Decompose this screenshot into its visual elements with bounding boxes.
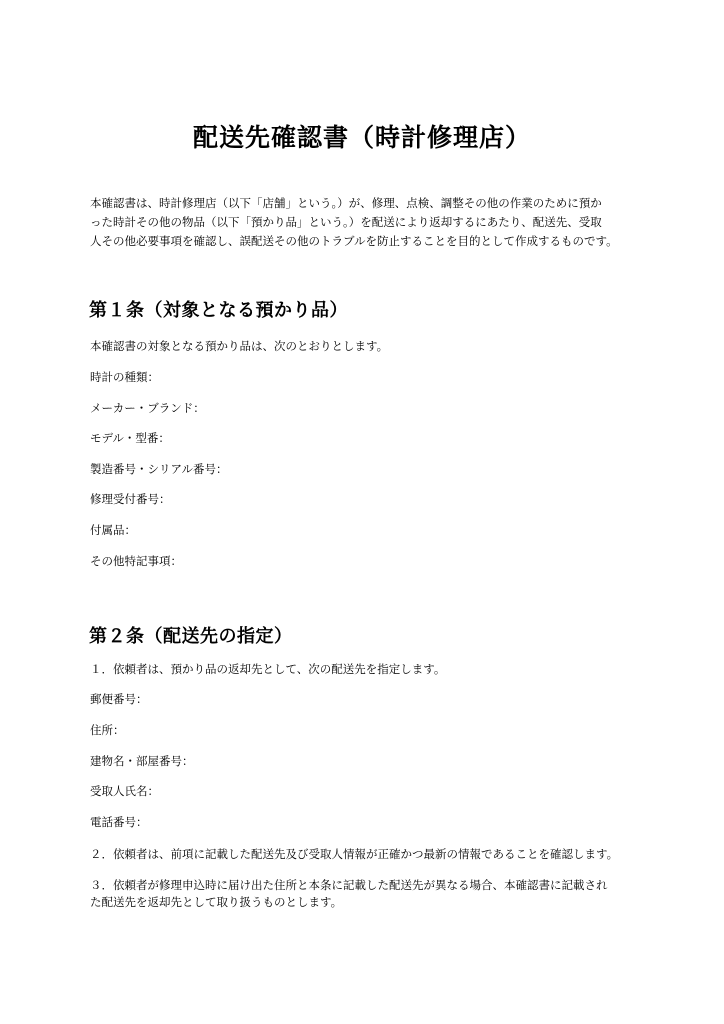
intro-line-2: った時計その他の物品（以下「預かり品」という。）を配送により返却するにあたり、配送先、受取	[90, 215, 602, 229]
article2-item-1: １．依頼者は、預かり品の返却先として、次の配送先を指定します。	[90, 662, 446, 676]
intro-line-3: 人その他必要事項を確認し、誤配送その他のトラブルを防止することを目的として作成するものです。	[90, 234, 618, 248]
article2-item-2: ２．依頼者は、前項に記載した配送先及び受取人情報が正確かつ最新の情報であることを確認します。	[90, 847, 619, 861]
field-address: 住所：	[90, 723, 125, 737]
article2-heading: 第２条（配送先の指定）	[89, 626, 293, 647]
field-maker-brand: メーカー・ブランド：	[90, 401, 205, 415]
intro-line-1: 本確認書は、時計修理店（以下「店舗」という。）が、修理、点検、調整その他の作業のために預か	[90, 196, 602, 210]
field-repair-receipt-number: 修理受付番号：	[90, 492, 171, 506]
field-model-number: モデル・型番：	[90, 431, 170, 445]
field-serial-number: 製造番号・シリアル番号：	[90, 462, 228, 476]
article2-item-3-line-2: た配送先を返却先として取り扱うものとします。	[90, 895, 343, 909]
field-recipient-name: 受取人氏名：	[90, 784, 159, 798]
article2-item-3-line-1: ３．依頼者が修理申込時に届け出た住所と本条に記載した配送先が異なる場合、本確認書に記載され	[90, 878, 608, 892]
field-other-notes: その他特記事項：	[90, 554, 182, 568]
field-watch-type: 時計の種類：	[90, 370, 159, 384]
field-phone-number: 電話番号：	[90, 815, 148, 829]
document-title: 配送先確認書（時計修理店）	[192, 123, 531, 152]
article1-lead: 本確認書の対象となる預かり品は、次のとおりとします。	[90, 339, 389, 353]
field-building-room: 建物名・部屋番号：	[90, 754, 194, 768]
field-postal-code: 郵便番号：	[90, 692, 148, 706]
field-accessories: 付属品：	[90, 523, 136, 537]
article1-heading: 第１条（対象となる預かり品）	[89, 300, 348, 321]
